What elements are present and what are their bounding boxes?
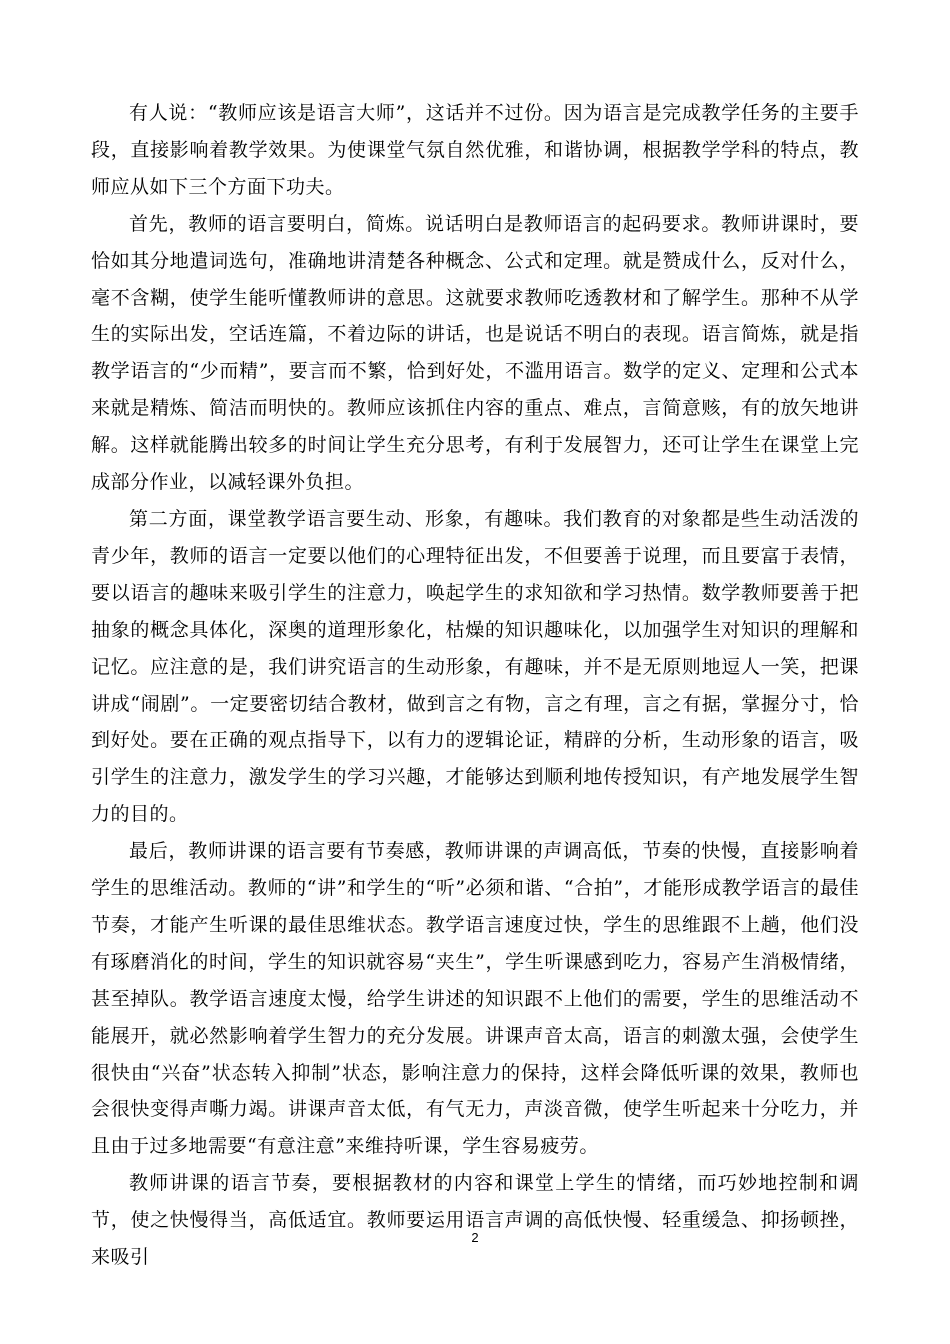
paragraph-last-point: 最后，教师讲课的语言要有节奏感，教师讲课的声调高低，节奏的快慢，直接影响着学生的思维活动。教师的“讲”和学生的“听”必须和谐、“合拍”，才能形成教学语言的最佳节奏，才能产生听课的最佳思维状态。教学语言速度过快，学生的思维跟不上趟，他们没有琢磨消化的时间，学生的知识就容易“夹生”，学生听课感到吃力，容易产生消极情绪，甚至掉队。教学语言速度太慢，给学生讲述的知识跟不上他们的需要，学生的思维活动不能展开，就必然影响着学生智力的充分发展。讲课声音太高，语言的刺激太强，会使学生很快由“兴奋”状态转入抑制”状态，影响注意力的保持，这样会降低听课的效果，教师也会很快变得声嘶力竭。讲课声音太低，有气无力，声淡音微，使学生听起来十分吃力，并且由于过多地需要“有意注意”来维持听课，学生容易疲劳。 xyxy=(91,840,859,1158)
document-body xyxy=(91,95,859,1276)
paragraph-rhythm: 教师讲课的语言节奏，要根据教材的内容和课堂上学生的情绪，而巧妙地控制和调节，使之快慢得当，高低适宜。教师要运用语言声调的高低快慢、轻重缓急、抑扬顿挫，来吸引 xyxy=(91,1172,859,1269)
paragraph-second-point: 第二方面，课堂教学语言要生动、形象，有趣味。我们教育的对象都是些生动活泼的青少年，教师的语言一定要以他们的心理特征出发，不但要善于说理，而且要富于表情，要以语言的趣味来吸引学生的注意力，唤起学生的求知欲和学习热情。数学教师要善于把抽象的概念具体化，深奥的道理形象化，枯燥的知识趣味化，以加强学生对知识的理解和记忆。应注意的是，我们讲究语言的生动形象，有趣味，并不是无原则地逗人一笑，把课讲成“闹剧”。一定要密切结合教材，做到言之有物，言之有理，言之有据，掌握分寸，恰到好处。要在正确的观点指导下，以有力的逻辑论证，精辟的分析，生动形象的语言，吸引学生的注意力，激发学生的学习兴趣，才能够达到顺利地传授知识，有产地发展学生智力的目的。 xyxy=(91,507,859,826)
page-number: 2 xyxy=(471,1230,479,1245)
paragraph-first-point: 首先，教师的语言要明白，简炼。说话明白是教师语言的起码要求。教师讲课时，要恰如其分地遣词选句，准确地讲清楚各种概念、公式和定理。就是赞成什么，反对什么，毫不含糊，使学生能听懂教师讲的意思。这就要求教师吃透教材和了解学生。那种不从学生的实际出发，空话连篇，不着边际的讲话，也是说话不明白的表现。语言简炼，就是指教学语言的“少而精”，要言而不繁，恰到好处，不滥用语言。数学的定义、定理和公式本来就是精炼、简洁而明快的。教师应该抓住内容的重点、难点，言简意赅，有的放矢地讲解。这样就能腾出较多的时间让学生充分思考，有利于发展智力，还可让学生在课堂上完成部分作业，以减轻课外负担。 xyxy=(91,212,859,494)
paragraph-intro: 有人说：“教师应该是语言大师”，这话并不过份。因为语言是完成教学任务的主要手段，直接影响着教学效果。为使课堂气氛自然优雅，和谐协调，根据教学学科的特点，教师应从如下三个方面下功夫。 xyxy=(91,102,859,198)
